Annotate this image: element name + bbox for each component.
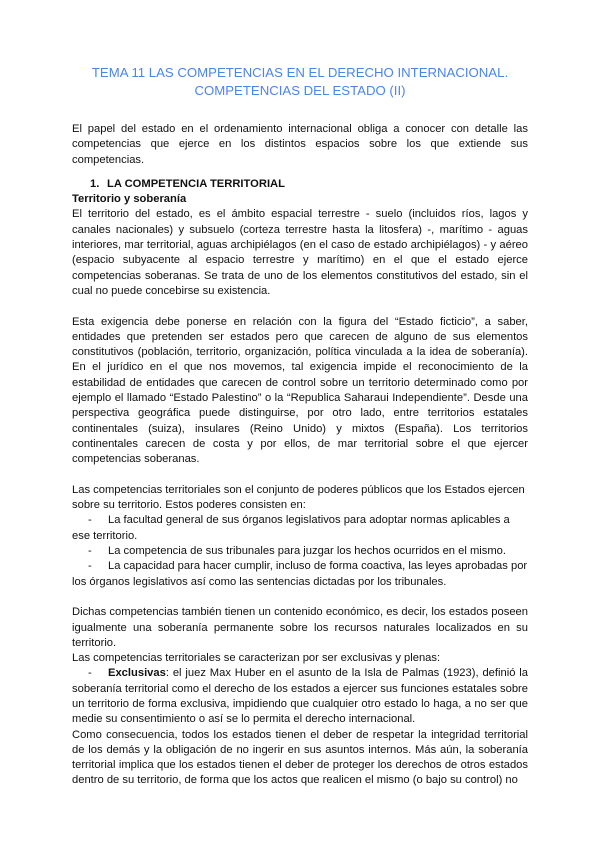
list-item [72, 544, 528, 559]
fictitious-state-paragraph: Esta exigencia debe ponerse en relación con la figura del “Estado ficticio”, a saber, entidades que pretenden ser estados pero que carecen de alguno de sus elementos constitutivos (población, territorio, organización, política vinculada a la idea de soberanía). En el jurídico en el que nos movemos, tal exigencia impide el reconocimiento de la estabilidad de entidades que carecen de control sobre un territorio determinado como por ejemplo el llamado “Estado Palestino” o la “Republica Saharaui Independiente”. Desde una perspectiva geográfica puede distinguirse, por otro lado, entre territorios estatales continentales (suiza), insulares (Reino Unido) y mixtos (España). Los territorios continentales carecen de costa y por ellos, de mar territorial sobre el que ejercer competencias soberanas. [72, 315, 528, 466]
section-number: 1. [90, 177, 100, 190]
paragraph-gap [72, 590, 528, 605]
list-item [72, 666, 528, 727]
territory-paragraph: El territorio del estado, es el ámbito espacial terrestre - suelo (incluidos ríos, lagos y canales nacionales) y subsuelo (corteza terrestre hasta la litosfera) -, marítimo - aguas interiores, mar territorial, aguas archipiélagos (en el caso de estado archipiélagos) - y aéreo (espacio subyacente al espacio terrestre y marítimo) en el que el estado ejerce competencias soberanas. Se trata de uno de los elementos constitutivos del estado, sin el cual no puede concebirse su existencia. [72, 208, 528, 297]
section-heading [72, 177, 528, 192]
subsection-heading: Territorio y soberanía [72, 193, 187, 206]
page-title [72, 64, 528, 100]
list-item-text: La competencia de sus tribunales para juzgar los hechos ocurridos en el mismo. [108, 545, 506, 558]
economic-content-paragraph: Dichas competencias también tienen un contenido económico, es decir, los estados poseen igualmente una soberanía permanente sobre los recursos naturales localizados en su territorio. [72, 606, 528, 649]
list-item-text: : el juez Max Huber en el asunto de la Isla de Palmas (1923), definió la soberanía territorial como el derecho de los estados a ejercer sus funciones estatales sobre un territorio de forma exclusiva, impidiendo que cualquier otro estado lo haga, a no ser que medie su consentimiento o así se lo permita el derecho internacional. [72, 667, 528, 726]
list-item-text: La facultad general de sus órganos legislativos para adoptar normas aplicables a ese territorio. [72, 514, 510, 542]
title-line-2: COMPETENCIAS DEL ESTADO (II) [194, 83, 406, 98]
title-line-1: TEMA 11 LAS COMPETENCIAS EN EL DERECHO INTERNACIONAL. [91, 65, 509, 80]
list-item [72, 513, 528, 544]
paragraph-gap [72, 299, 528, 314]
dash-marker: - [88, 667, 92, 680]
list-item-term: Exclusivas [108, 667, 166, 680]
dash-marker: - [88, 560, 92, 573]
territorial-powers-paragraph: Las competencias territoriales son el conjunto de poderes públicos que los Estados ejercen sobre su territorio. Estos poderes consisten en: [72, 483, 525, 512]
characteristics-list [72, 666, 528, 727]
section-title: LA COMPETENCIA TERRITORIAL [107, 177, 285, 190]
intro-paragraph: El papel del estado en el ordenamiento internacional obliga a conocer con detalle las competencias que ejerce en los distintos espacios sobre los que extiende sus competencias. [72, 123, 528, 166]
dash-marker: - [88, 545, 92, 558]
consequence-paragraph: Como consecuencia, todos los estados tienen el deber de respetar la integridad territorial de los demás y la obligación de no ingerir en sus asuntos internos. Más aún, la soberanía territorial implica que los estados tienen el deber de proteger los derechos de otros estados dentro de su territorio, de forma que los actos que realicen el mismo (o bajo su control) no [72, 728, 528, 787]
characteristics-paragraph: Las competencias territoriales se caracterizan por ser exclusivas y plenas: [72, 652, 441, 665]
powers-list [72, 513, 528, 589]
list-item [72, 559, 528, 590]
list-item-text: La capacidad para hacer cumplir, incluso de forma coactiva, las leyes aprobadas por los órganos legislativos así como las sentencias dictadas por los tribunales. [72, 560, 528, 588]
dash-marker: - [88, 514, 92, 527]
paragraph-gap [72, 468, 528, 483]
